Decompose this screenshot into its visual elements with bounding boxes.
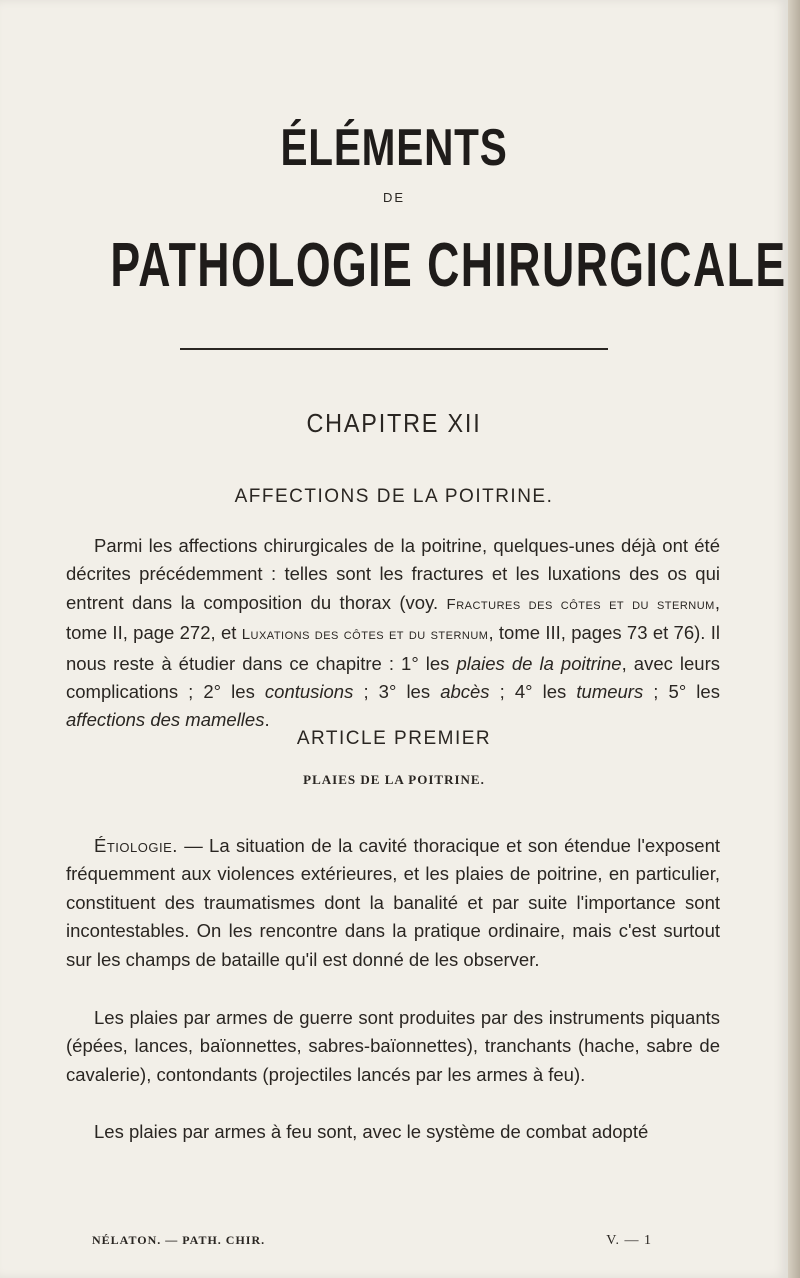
chapter-subtitle: AFFECTIONS DE LA POITRINE. <box>234 486 554 507</box>
intro-paragraph <box>66 532 720 735</box>
firearms-paragraph <box>66 1118 720 1146</box>
etiology-text: — La situation de la cavité thoracique et son étendue l'exposent fréquemment aux violences extérieures, et les plaies de poitrine, en particulier, constituent des traumatismes dont la banalité et par suite l'importance sont incontestables. On les rencontre dans la pratique ordinaire, mais c'est surtout sur les champs de bataille qu'il est donné de les observer. <box>66 835 720 970</box>
topic-abces: abcès <box>440 681 490 703</box>
article-heading: ARTICLE PREMIER <box>296 728 492 749</box>
title-line-1: ÉLÉMENTS <box>280 119 508 177</box>
article-subtitle: PLAIES DE LA POITRINE. <box>303 772 485 787</box>
intro-text-3: , tome III, pages 73 et 76). Il nous reste à étudier dans ce chapitre : 1° les <box>66 622 720 674</box>
intro-text-1: Parmi les affections chirurgicales de la poitrine, quelques-unes déjà ont été décrites précédemment : telles sont les fractures et les luxations des os qui entrent dans la composition du thorax (voy. <box>66 535 720 613</box>
ref-fractures: Fractures des côtes et du sternum <box>446 595 715 613</box>
intro-text-5: ; 3° les <box>353 681 441 703</box>
topic-contusions: contusions <box>264 681 354 703</box>
intro-text-4: , avec leurs complications ; 2° les <box>66 652 720 703</box>
weapons-paragraph <box>66 1004 720 1089</box>
page-edge <box>788 0 800 1278</box>
etiology-lead: Étiologie. <box>94 835 178 856</box>
intro-text-8: . <box>264 709 270 731</box>
title-line-2: DE <box>382 190 406 205</box>
intro-text-2: , tome II, page 272, et <box>66 591 720 644</box>
etiology-paragraph <box>66 832 720 974</box>
chapter-heading: CHAPITRE XII <box>306 408 482 438</box>
intro-text-7: ; 5° les <box>643 681 720 703</box>
page-footer <box>92 1233 652 1248</box>
ref-luxations: Luxations des côtes et du sternum <box>241 626 489 644</box>
firearms-text: Les plaies par armes à feu sont, avec le système de combat adopté <box>94 1121 649 1142</box>
topic-tumeurs: tumeurs <box>576 681 644 703</box>
title-line-3: PATHOLOGIE CHIRURGICALE <box>110 231 787 300</box>
intro-text-6: ; 4° les <box>489 681 577 703</box>
topic-plaies: plaies de la poitrine <box>456 652 622 674</box>
footer-signature: NÉLATON. — PATH. CHIR. <box>92 1233 266 1247</box>
title-rule <box>180 348 608 350</box>
footer-volume: V. — 1 <box>606 1233 652 1248</box>
topic-mamelles: affections des mamelles <box>66 709 265 731</box>
weapons-text: Les plaies par armes de guerre sont produites par des instruments piquants (épées, lances, baïonnettes, sabres-baïonnettes), tranchants (hache, sabre de cavalerie), contondants (projectiles lancés par les armes à feu). <box>66 1007 720 1085</box>
